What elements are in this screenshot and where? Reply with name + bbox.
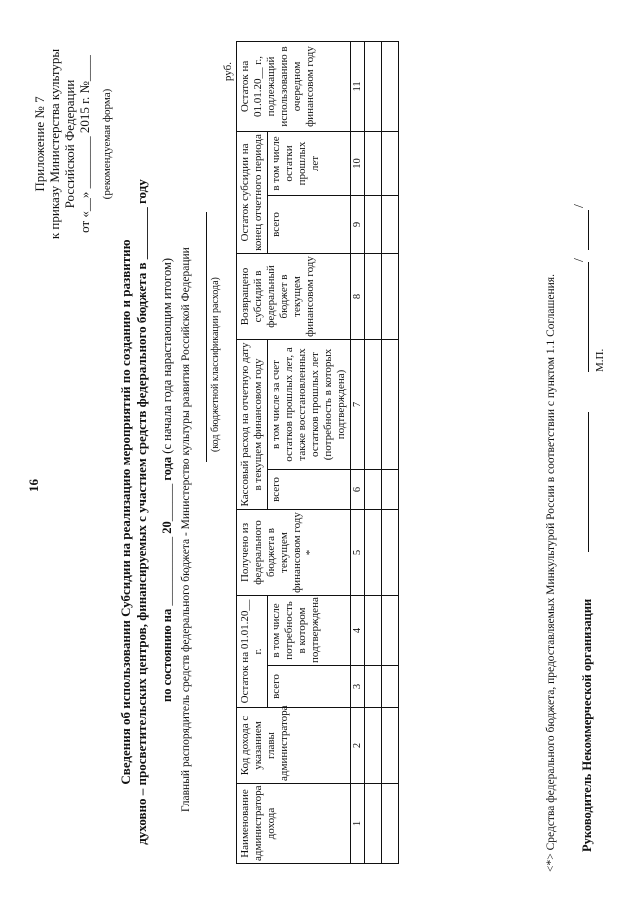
rotated-document-page bbox=[20, 12, 620, 892]
appendix-line-1: Приложение № 7 bbox=[32, 96, 47, 192]
column-number-row bbox=[351, 41, 365, 863]
header-received: Получено из федерального бюджета в текущем финансовом году * bbox=[237, 509, 351, 595]
subheader-start-total: всего bbox=[268, 666, 351, 708]
header-administrator-name: Наименование администратора дохода bbox=[237, 784, 351, 864]
empty-cell bbox=[382, 195, 399, 253]
col-number: 5 bbox=[351, 509, 365, 595]
subheader-cash-total: всего bbox=[268, 469, 351, 509]
subheader-end-total: всего bbox=[268, 195, 351, 253]
col-number: 2 bbox=[351, 708, 365, 784]
empty-cell bbox=[365, 339, 382, 469]
signature-separator: / bbox=[572, 204, 587, 208]
recommended-form-note: (рекомендуемая форма) bbox=[101, 88, 113, 200]
empty-cell bbox=[382, 784, 399, 864]
as-of-date-line: по состоянию на ___________ 20______ года (с начала года нарастающим итогом) bbox=[160, 257, 174, 702]
col-number: 6 bbox=[351, 469, 365, 509]
empty-cell bbox=[365, 41, 382, 131]
appendix-header bbox=[32, 24, 115, 264]
empty-cell bbox=[382, 339, 399, 469]
signature-line bbox=[588, 210, 589, 250]
signature-separator: / bbox=[572, 258, 587, 262]
empty-cell bbox=[382, 509, 399, 595]
empty-cell bbox=[365, 195, 382, 253]
header-income-code: Код дохода с указанием главы администратора bbox=[237, 708, 351, 784]
empty-cell bbox=[365, 708, 382, 784]
col-number: 10 bbox=[351, 131, 365, 195]
table-row bbox=[365, 41, 382, 863]
header-remainder-start: Остаток на 01.01.20__ г. bbox=[237, 595, 268, 707]
empty-cell bbox=[365, 666, 382, 708]
appendix-line-3: Российской Федерации bbox=[62, 79, 77, 209]
kbk-underline bbox=[206, 212, 207, 462]
page-number: 16 bbox=[26, 479, 41, 492]
empty-cell bbox=[365, 509, 382, 595]
col-number: 8 bbox=[351, 253, 365, 339]
as-of-prefix: по состоянию на bbox=[160, 608, 174, 702]
empty-cell bbox=[382, 708, 399, 784]
col-number: 4 bbox=[351, 595, 365, 665]
header-returned: Возвращено субсидий в федеральный бюджет в текущем финансовом году bbox=[237, 253, 351, 339]
title-line-2: духовно – просветительских центров, финансируемых с участием средств федерального бюджета в ________ году bbox=[134, 179, 149, 845]
empty-cell bbox=[382, 666, 399, 708]
col-number: 9 bbox=[351, 195, 365, 253]
empty-cell bbox=[365, 784, 382, 864]
signature-line bbox=[588, 262, 589, 372]
empty-cell bbox=[382, 469, 399, 509]
appendix-line-2: к приказу Министерства культуры bbox=[47, 48, 62, 240]
table-row bbox=[382, 41, 399, 863]
col-number: 1 bbox=[351, 784, 365, 864]
signatory-title: Руководитель Некоммерческой организации bbox=[580, 598, 594, 852]
header-remainder-end: Остаток субсидии на конец отчетного периода bbox=[237, 131, 268, 253]
empty-cell bbox=[382, 41, 399, 131]
empty-cell bbox=[382, 253, 399, 339]
col-number: 11 bbox=[351, 41, 365, 131]
subheader-cash-prev-years: в том числе за счет остатков прошлых лет, а также восстановленных остатков прошлых лет (потребность в которых подтверждена) bbox=[268, 339, 351, 469]
subheader-end-prev-years: в том числе остатки прошлых лет bbox=[268, 131, 351, 195]
as-of-note: (с начала года нарастающим итогом) bbox=[160, 257, 174, 454]
title-line-1: Сведения об использовании Субсидии на реализацию мероприятий по созданию и развитию bbox=[118, 239, 133, 785]
header-remainder-next: Остаток на 01.01.20__ г., подлежащий использованию в очередном финансовом году bbox=[237, 41, 351, 131]
subsidy-usage-table bbox=[236, 41, 399, 864]
document-title bbox=[118, 152, 150, 872]
footnote: <*> Средства федерального бюджета, предоставляемых Минкультурой России в соответствии с пунктом 1.1 Соглашения. bbox=[545, 274, 557, 872]
empty-cell bbox=[382, 595, 399, 665]
as-of-suffix: года bbox=[160, 456, 174, 481]
currency-label: руб. bbox=[222, 62, 234, 82]
col-number: 7 bbox=[351, 339, 365, 469]
kbk-caption: (код бюджетной классификации расхода) bbox=[210, 277, 221, 452]
col-number: 3 bbox=[351, 666, 365, 708]
empty-cell bbox=[365, 253, 382, 339]
stamp-place-label: М.П. bbox=[594, 348, 606, 372]
header-cash-expense: Кассовый расход на отчетную дату в текущем финансовом году bbox=[237, 339, 268, 509]
budget-distributor: Главный распорядитель средств федерального бюджета - Министерство культуры развития Российской Федерации bbox=[180, 247, 192, 812]
appendix-line-4: от «__» ________ 2015 г. №____ bbox=[77, 55, 92, 233]
signature-line bbox=[588, 412, 589, 552]
empty-cell bbox=[365, 595, 382, 665]
empty-cell bbox=[365, 131, 382, 195]
empty-cell bbox=[382, 131, 399, 195]
empty-cell bbox=[365, 469, 382, 509]
subheader-start-need: в том числе потребность в котором подтверждена bbox=[268, 595, 351, 665]
as-of-year: 20 bbox=[160, 521, 174, 534]
